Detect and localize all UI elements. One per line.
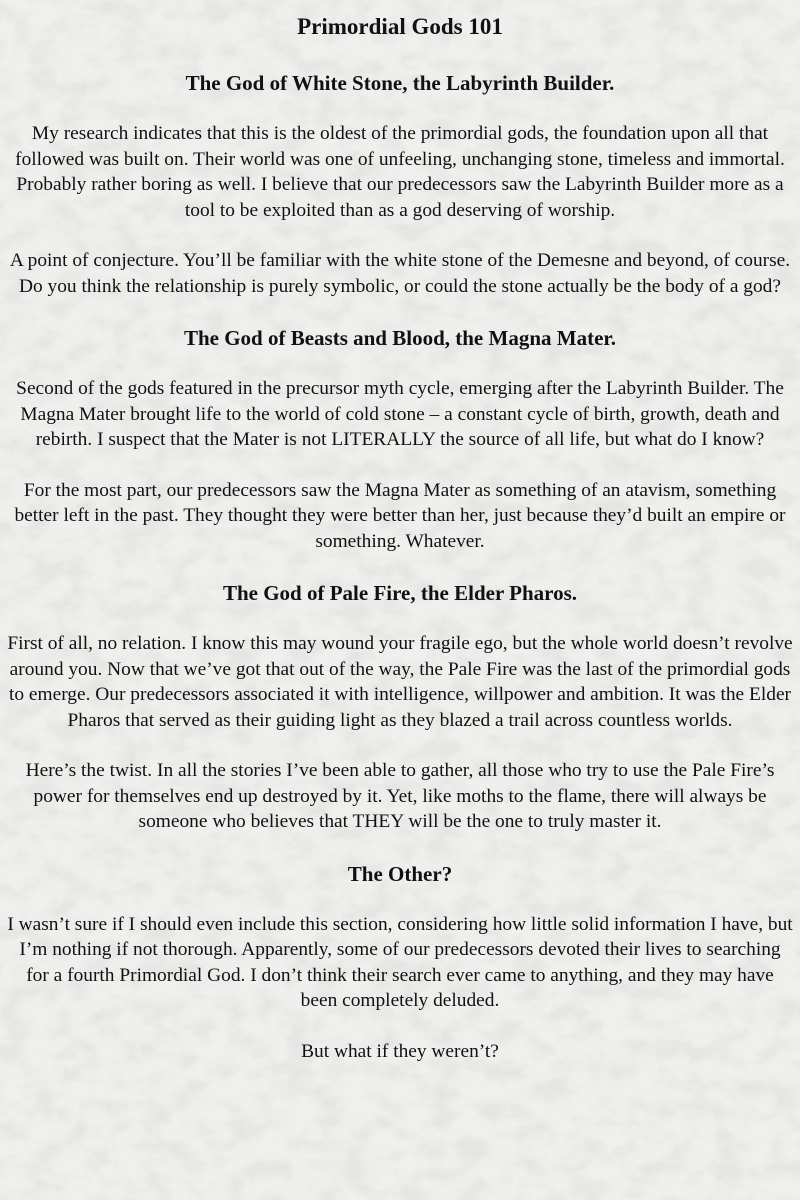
- paragraph: For the most part, our predecessors saw the Magna Mater as something of an atavism, something better left in the past. They thought they were better than her, just because they’d built an empire or something. Whatever.: [14, 479, 786, 552]
- section-heading: The God of Pale Fire, the Elder Pharos.: [222, 581, 578, 605]
- section-the-other: [6, 860, 794, 1065]
- paragraph: Here’s the twist. In all the stories I’ve been able to gather, all those who try to use the Pale Fire’s power for themselves end up destroyed by it. Yet, like moths to the flame, there will always be someone who believes that THEY will be the one to truly master it.: [25, 760, 775, 832]
- paragraph: A point of conjecture. You’ll be familiar with the white stone of the Demesne and beyond, of course. Do you think the relationship is purely symbolic, or could the stone actually be the body of a god?: [9, 250, 791, 297]
- section-pale-fire: [6, 579, 794, 835]
- section-white-stone: [6, 69, 794, 299]
- section-beasts-and-blood: [6, 324, 794, 554]
- paragraph: But what if they weren’t?: [301, 1040, 499, 1062]
- paragraph: Second of the gods featured in the precursor myth cycle, emerging after the Labyrinth Builder. The Magna Mater brought life to the world of cold stone – a constant cycle of birth, growth, death and rebirth. I suspect that the Mater is not LITERALLY the source of all life, but what do I know?: [16, 378, 784, 450]
- section-heading: The God of Beasts and Blood, the Magna Mater.: [183, 326, 617, 350]
- paragraph: First of all, no relation. I know this may wound your fragile ego, but the whole world doesn’t revolve around you. Now that we’ve got that out of the way, the Pale Fire was the last of the primordial gods to emerge. Our predecessors associated it with intelligence, willpower and ambition. It was the Elder Pharos that served as their guiding light as they blazed a trail across countless worlds.: [7, 633, 793, 731]
- section-heading: The God of White Stone, the Labyrinth Builder.: [185, 71, 615, 95]
- paragraph: My research indicates that this is the oldest of the primordial gods, the foundation upon all that followed was built on. Their world was one of unfeeling, unchanging stone, timeless and immortal. Probably rather boring as well. I believe that our predecessors saw the Labyrinth Builder more as a tool to be exploited than as a god deserving of worship.: [15, 123, 785, 221]
- document-title: Primordial Gods 101: [297, 14, 503, 39]
- paragraph: I wasn’t sure if I should even include this section, considering how little solid information I have, but I’m nothing if not thorough. Apparently, some of our predecessors devoted their lives to searching for a fourth Primordial God. I don’t think their search ever came to anything, and they may have been completely deluded.: [7, 913, 793, 1011]
- section-heading: The Other?: [347, 861, 453, 886]
